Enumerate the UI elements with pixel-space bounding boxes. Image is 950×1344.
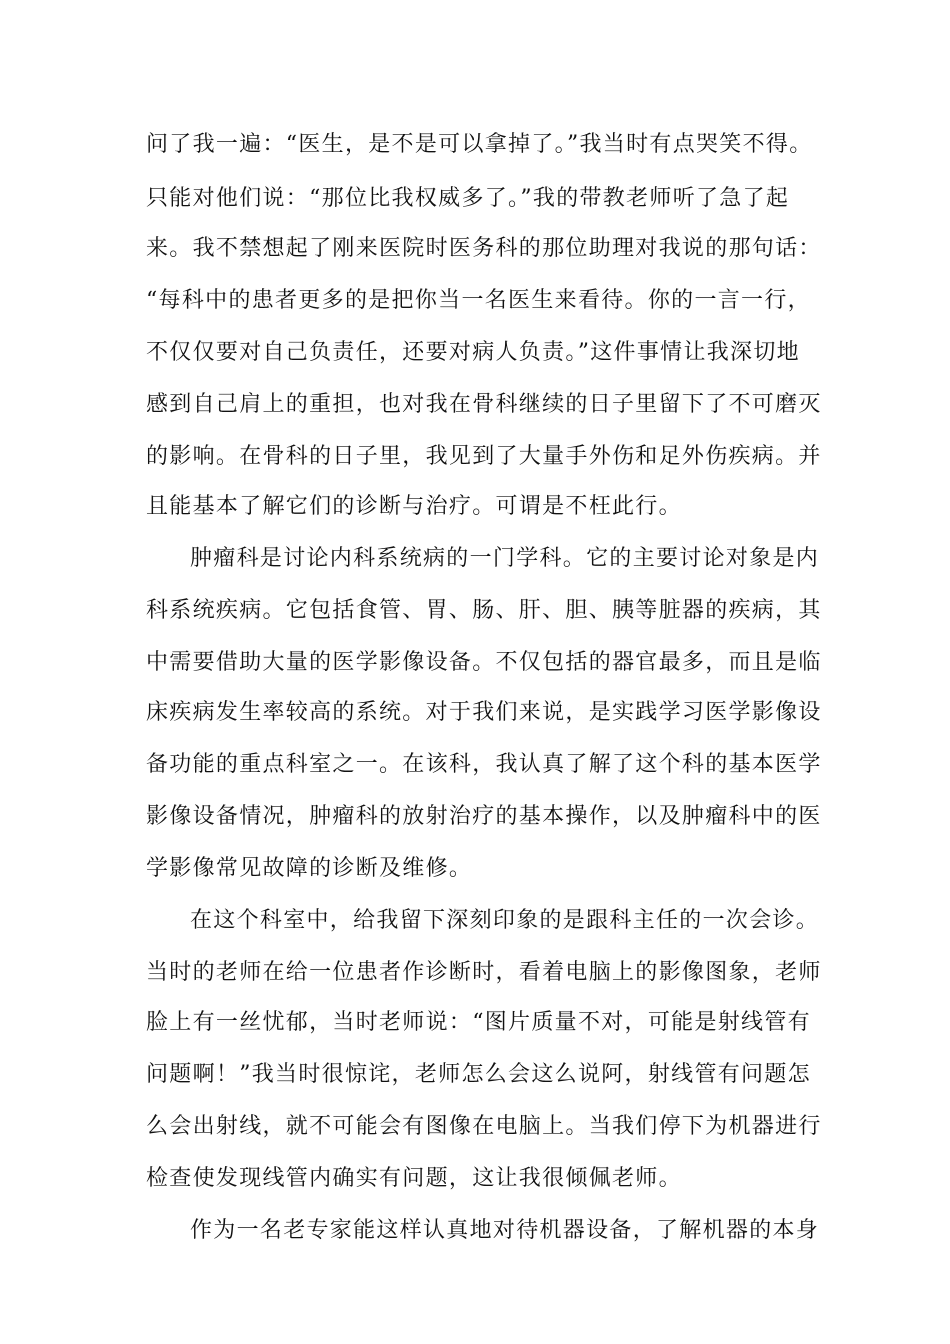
text-line: 脸上有一丝忧郁，当时老师说：“图片质量不对，可能是射线管有 bbox=[146, 1010, 811, 1035]
text-line: 感到自己肩上的重担，也对我在骨科继续的日子里留下了不可磨灭 bbox=[146, 392, 822, 417]
text-line: 来。我不禁想起了刚来医院时医务科的那位助理对我说的那句话： bbox=[146, 236, 822, 261]
text-line: 问题啊！”我当时很惊诧，老师怎么会这么说阿，射线管有问题怎 bbox=[146, 1062, 811, 1087]
text-line: 问了我一遍：“医生，是不是可以拿掉了。”我当时有点哭笑不得。 bbox=[146, 132, 813, 157]
paragraph-first-line: 作为一名老专家能这样认真地对待机器设备，了解机器的本身 bbox=[190, 1218, 820, 1243]
text-line: 当时的老师在给一位患者作诊断时，看着电脑上的影像图象，老师 bbox=[146, 960, 822, 985]
text-line: “每科中的患者更多的是把你当一名医生来看待。你的一言一行， bbox=[146, 288, 811, 313]
text-line: 的影响。在骨科的日子里，我见到了大量手外伤和足外伤疾病。并 bbox=[146, 444, 822, 469]
text-line: 学影像常见故障的诊断及维修。 bbox=[146, 856, 473, 881]
text-line: 中需要借助大量的医学影像设备。不仅包括的器官最多，而且是临 bbox=[146, 650, 822, 675]
text-line: 检查使发现线管内确实有问题，这让我很倾佩老师。 bbox=[146, 1166, 682, 1191]
text-line: 影像设备情况，肿瘤科的放射治疗的基本操作，以及肿瘤科中的医 bbox=[146, 804, 822, 829]
text-line: 么会出射线，就不可能会有图像在电脑上。当我们停下为机器进行 bbox=[146, 1114, 822, 1139]
text-line: 床疾病发生率较高的系统。对于我们来说，是实践学习医学影像设 bbox=[146, 700, 822, 725]
paragraph-first-line: 在这个科室中，给我留下深刻印象的是跟科主任的一次会诊。 bbox=[190, 908, 820, 933]
text-line: 科系统疾病。它包括食管、胃、肠、肝、胆、胰等脏器的疾病，其 bbox=[146, 598, 822, 623]
text-line: 只能对他们说：“那位比我权威多了。”我的带教老师听了急了起 bbox=[146, 186, 790, 211]
text-line: 备功能的重点科室之一。在该科，我认真了解了这个科的基本医学 bbox=[146, 752, 822, 777]
text-line: 且能基本了解它们的诊断与治疗。可谓是不枉此行。 bbox=[146, 494, 682, 519]
text-line: 不仅仅要对自己负责任，还要对病人负责。”这件事情让我深切地 bbox=[146, 340, 800, 365]
paragraph-first-line: 肿瘤科是讨论内科系统病的一门学科。它的主要讨论对象是内 bbox=[190, 546, 820, 571]
